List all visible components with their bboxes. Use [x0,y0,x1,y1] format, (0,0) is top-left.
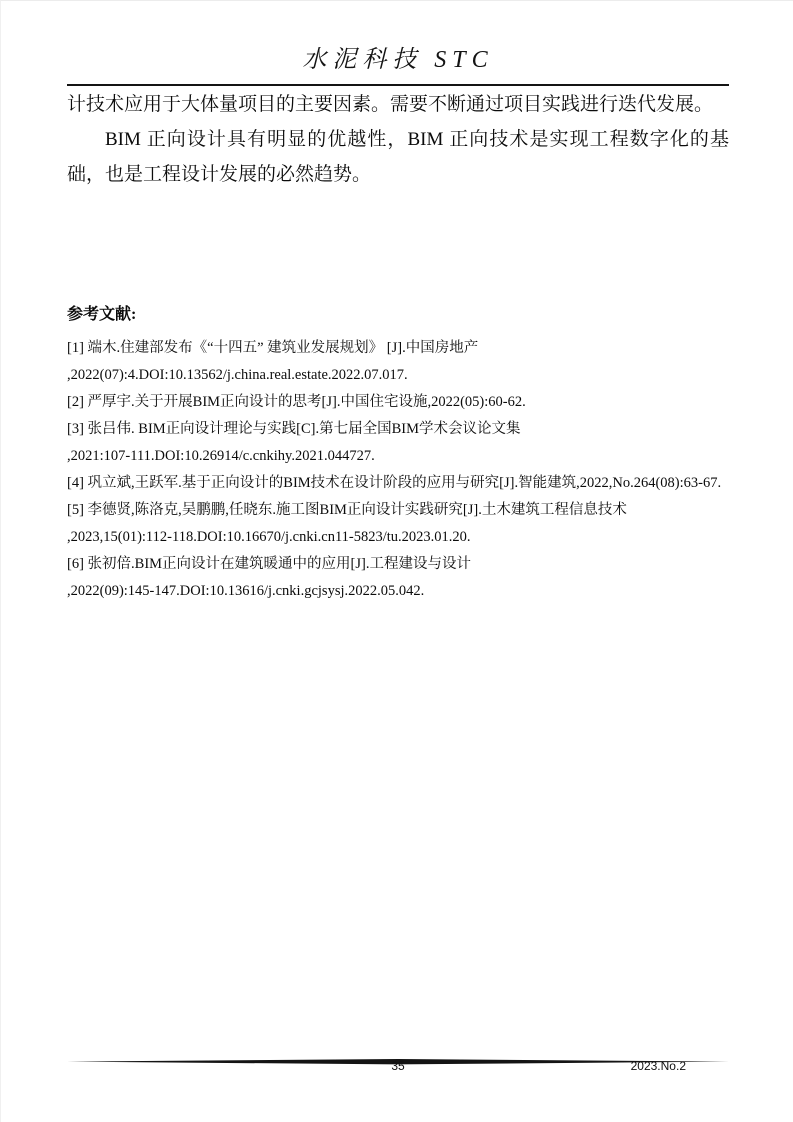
article-body [67,87,729,192]
reference-line: ,2021:107-111.DOI:10.26914/c.cnkihy.2021.044727. [67,448,375,464]
reference-line: [4] 巩立斌,王跃军.基于正向设计的BIM技术在设计阶段的应用与研究[J].智能建筑,2022,No.264(08):63-67. [67,475,722,491]
reference-line: ,2022(07):4.DOI:10.13562/j.china.real.estate.2022.07.017. [67,367,408,383]
footer-rule [67,1052,729,1058]
page-number: 35 [391,1059,405,1073]
reference-line: [2] 严厚宇.关于开展BIM正向设计的思考[J].中国住宅设施,2022(05):60-62. [67,394,526,410]
reference-line: [6] 张初倍.BIM正向设计在建筑暖通中的应用[J].工程建设与设计 [67,556,471,572]
reference-line: ,2022(09):145-147.DOI:10.13616/j.cnki.gcjsysj.2022.05.042. [67,583,425,599]
body-paragraph-conclusion: BIM 正向设计具有明显的优越性，BIM 正向技术是实现工程数字化的基础，也是工程设计发展的必然趋势。 [67,129,729,185]
reference-line: ,2023,15(01):112-118.DOI:10.16670/j.cnki.cn11-5823/tu.2023.01.20. [67,529,471,545]
reference-line: [3] 张吕伟. BIM正向设计理论与实践[C].第七届全国BIM学术会议论文集 [67,421,521,437]
issue-number: 2023.No.2 [630,1059,686,1073]
header-rule [67,84,729,86]
references-heading: 参考文献: [67,306,137,323]
body-paragraph-continuation: 计技术应用于大体量项目的主要因素。需要不断通过项目实践进行迭代发展。 [67,94,714,115]
reference-line: [1] 端木.住建部发布《“十四五” 建筑业发展规划》 [J].中国房地产 [67,340,479,356]
references-list [67,335,747,605]
journal-title: 水泥科技 STC [302,47,494,73]
reference-line: [5] 李德贤,陈洛克,吴鹏鹏,任晓东.施工图BIM正向设计实践研究[J].土木建筑工程信息技术 [67,502,627,518]
